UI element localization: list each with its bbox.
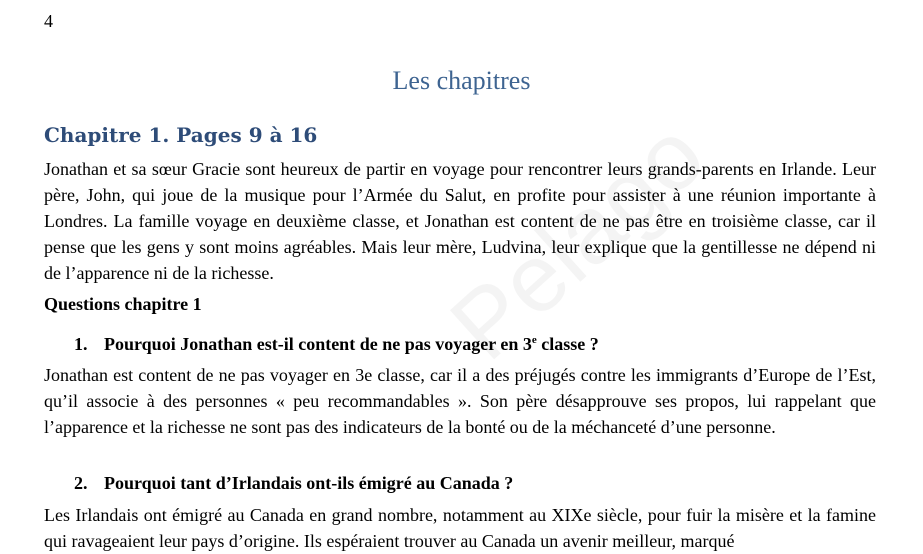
- question-2: [74, 470, 513, 496]
- question-number: 2.: [74, 473, 88, 493]
- chapter-heading: Chapitre 1. Pages 9 à 16: [44, 123, 318, 147]
- question-number: 1.: [74, 334, 88, 354]
- chapter-summary: Jonathan et sa sœur Gracie sont heureux de partir en voyage pour rencontrer leurs grands-parents en Irlande. Leur père, John, qui joue de la musique pour l’Armée du Salut, en profite pour assister à une réunion importante à Londres. La famille voyage en deuxième classe, et Jonathan est content de ne pas être en troisième classe, car il pense que les gens y sont moins agréables. Mais leur mère, Ludvina, leur explique que la gentillesse ne dépend ni de l’apparence ni de la richesse.: [44, 159, 876, 283]
- question-text-end: classe ?: [536, 334, 599, 354]
- question-text: Pourquoi Jonathan est-il content de ne pas voyager en 3: [104, 334, 532, 354]
- page-number: 4: [44, 11, 53, 31]
- answer-1: Jonathan est content de ne pas voyager en 3e classe, car il a des préjugés contre les immigrants d’Europe de l’Est, qu’il associe à des personnes « peu recommandables ». Son père désapprouve ses propos, lui rappelant que l’apparence et la richesse ne sont pas des indicateurs de la bonté ou de la méchanceté d’une personne.: [44, 365, 876, 437]
- page-title: Les chapitres: [392, 66, 531, 95]
- superscript: e: [531, 334, 537, 346]
- question-text: Pourquoi tant d’Irlandais ont-ils émigré au Canada ?: [104, 473, 514, 493]
- questions-label: Questions chapitre 1: [44, 294, 202, 314]
- answer-2: Les Irlandais ont émigré au Canada en grand nombre, notamment au XIXe siècle, pour fuir la misère et la famine qui ravageaient leur pays d’origine. Ils espéraient trouver au Canada un avenir meilleur, marqué: [44, 505, 876, 551]
- question-1: [74, 331, 599, 357]
